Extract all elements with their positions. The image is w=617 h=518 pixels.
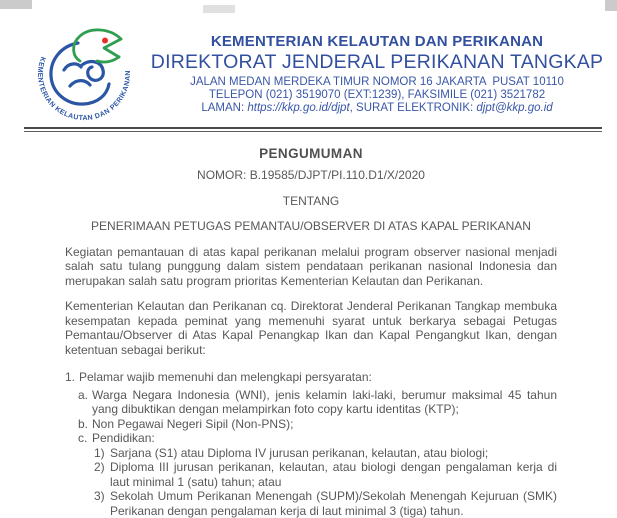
address-line: JALAN MEDAN MERDEKA TIMUR NOMOR 16 JAKARTA PUSAT 10110 <box>190 76 564 88</box>
directorate-name: DIREKTORAT JENDERAL PERIKANAN TANGKAP <box>150 51 604 73</box>
list-item-c2 <box>65 460 557 489</box>
list-item-c1 <box>65 446 557 461</box>
list-marker: 2) <box>94 460 105 474</box>
list-marker: 1. <box>65 370 76 384</box>
logo-ring-text: KEMENTERIAN KELAUTAN DAN PERIKANAN <box>35 55 133 123</box>
requirements-sublist <box>65 388 557 518</box>
email-address: djpt@kkp.go.id <box>476 102 553 114</box>
list-marker: 3) <box>94 489 105 503</box>
scan-artifact <box>0 0 32 9</box>
web-email-line <box>146 102 608 115</box>
list-marker: a. <box>78 387 89 402</box>
list-text: Pelamar wajib memenuhi dan melengkapi persyaratan: <box>79 370 372 384</box>
email-label: , SURAT ELEKTRONIK: <box>349 102 477 114</box>
list-marker: b. <box>78 416 89 431</box>
phone-fax-line: TELEPON (021) 3519070 (EXT:1239), FAKSIMILE (021) 3521782 <box>208 89 546 101</box>
list-text: Pendidikan: <box>92 431 155 445</box>
web-label: LAMAN: <box>201 102 248 114</box>
tentang-label: TENTANG <box>282 193 340 208</box>
logo-fish-icon <box>74 30 121 62</box>
paragraph-intro: Kegiatan pemantauan di atas kapal perikanan melalui program observer nasional menjadi salah satu tulang punggung dalam sistem pendataan perikanan nasional Indonesia dan merupakan salah satu program prioritas Kementerian Kelautan dan Perikanan. <box>65 244 557 288</box>
scan-artifact <box>203 5 235 13</box>
list-text: Sekolah Umum Perikanan Menengah (SUPM)/Sekolah Menengah Kejuruan (SMK) Perikanan dengan pengalaman kerja di laut minimal 3 (tiga) tahun. <box>110 489 557 518</box>
list-text: Diploma III jurusan perikanan, kelautan, atau biologi dengan pengalaman kerja di laut minimal 1 (satu) tahun; atau <box>110 460 557 489</box>
list-marker: 1) <box>94 445 105 460</box>
list-item-c <box>65 431 557 446</box>
document-body <box>65 141 557 518</box>
announcement-title: PENGUMUMAN <box>259 146 363 161</box>
announcement-subject: PENERIMAAN PETUGAS PEMANTAU/OBSERVER DI ATAS KAPAL PERIKANAN <box>91 219 531 233</box>
logo-wave-icon <box>51 43 109 104</box>
scan-artifact <box>605 0 617 11</box>
logo-eye-icon <box>102 38 108 44</box>
list-item-b <box>65 417 557 432</box>
letterhead-divider <box>24 127 602 132</box>
list-item-1 <box>65 370 557 385</box>
list-text: Sarjana (S1) atau Diploma IV jurusan perikanan, kelautan, atau biologi; <box>110 445 489 460</box>
paragraph-opening: Kementerian Kelautan dan Perikanan cq. Direktorat Jenderal Perikanan Tangkap membuka kesempatan kepada peminat yang memenuhi syarat untuk berkarya sebagai Petugas Pemantau/Observer di Atas Kapal Penangkap Ikan dan Kapal Pengangkut Ikan, dengan ketentuan sebagai berikut: <box>65 299 557 357</box>
list-text: Non Pegawai Negeri Sipil (Non-PNS); <box>92 416 294 431</box>
list-marker: c. <box>78 431 88 445</box>
list-item-c3 <box>65 489 557 518</box>
kkp-logo <box>24 14 144 136</box>
list-item-a <box>65 388 557 417</box>
announcement-number: NOMOR: B.19585/DJPT/PI.110.D1/X/2020 <box>197 168 425 182</box>
list-text: Warga Negara Indonesia (WNI), jenis kelamin laki-laki, berumur maksimal 45 tahun yang dibuktikan dengan melampirkan foto copy kartu identitas (KTP); <box>92 387 557 416</box>
website-url: https://kkp.go.id/djpt <box>247 102 350 114</box>
letterhead <box>146 33 608 115</box>
ministry-name: KEMENTERIAN KELAUTAN DAN PERIKANAN <box>210 33 544 50</box>
